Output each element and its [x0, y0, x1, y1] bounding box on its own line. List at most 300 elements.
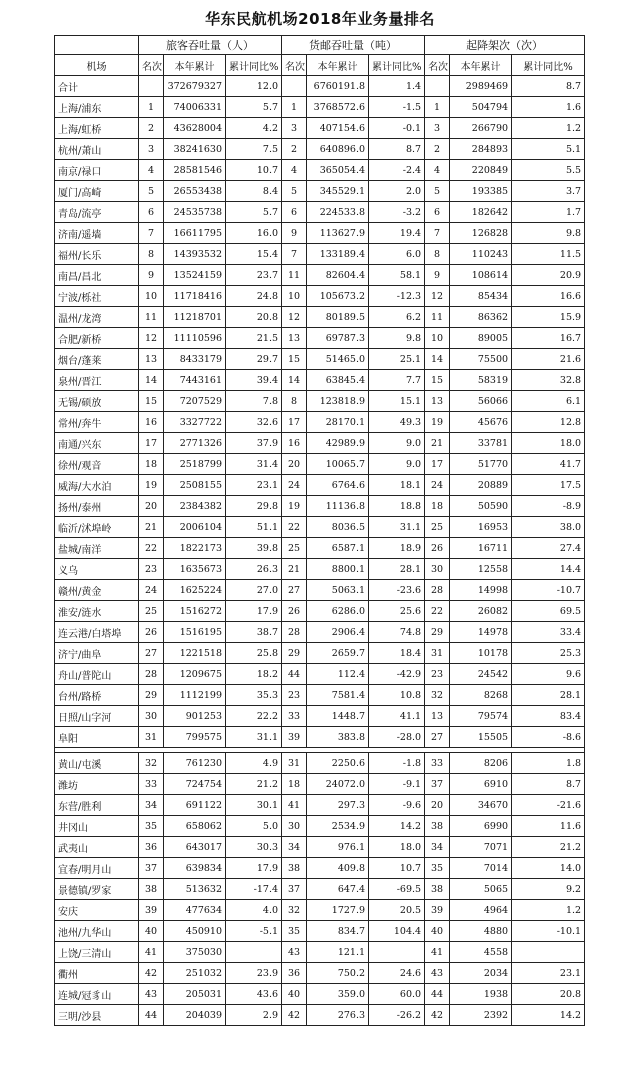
passenger-yoy: 20.8	[226, 307, 282, 328]
airport-name: 济南/遥墙	[55, 223, 139, 244]
movement-yoy: 15.9	[512, 307, 585, 328]
cargo-yoy: 25.6	[369, 601, 425, 622]
movement-yoy: 28.1	[512, 685, 585, 706]
cargo-cumulative: 2906.4	[307, 622, 369, 643]
table-row	[55, 837, 585, 858]
airport-name: 井冈山	[55, 816, 139, 837]
movement-rank: 15	[425, 370, 450, 391]
movement-rank: 19	[425, 412, 450, 433]
movement-rank: 33	[425, 753, 450, 774]
cargo-cumulative: 69787.3	[307, 328, 369, 349]
cargo-rank: 22	[282, 517, 307, 538]
table-row	[55, 963, 585, 984]
cargo-yoy: 60.0	[369, 984, 425, 1005]
passenger-yoy: 23.7	[226, 265, 282, 286]
header-row-groups	[55, 36, 585, 55]
airport-name: 临沂/沭埠岭	[55, 517, 139, 538]
passenger-cumulative: 1822173	[164, 538, 226, 559]
passenger-yoy: 31.4	[226, 454, 282, 475]
cargo-cumulative: 10065.7	[307, 454, 369, 475]
movement-yoy: 32.8	[512, 370, 585, 391]
movement-yoy	[512, 942, 585, 963]
movement-yoy: 12.8	[512, 412, 585, 433]
table-row	[55, 307, 585, 328]
cargo-yoy: 1.4	[369, 76, 425, 97]
cargo-cumulative: 42989.9	[307, 433, 369, 454]
passenger-cumulative: 2518799	[164, 454, 226, 475]
passenger-rank: 25	[139, 601, 164, 622]
cargo-cumulative: 407154.6	[307, 118, 369, 139]
movement-cumulative: 7071	[450, 837, 512, 858]
cargo-yoy: 19.4	[369, 223, 425, 244]
movement-cumulative: 110243	[450, 244, 512, 265]
header-passenger-cumulative: 本年累计	[164, 55, 226, 76]
cargo-rank: 24	[282, 475, 307, 496]
table-row	[55, 622, 585, 643]
passenger-cumulative: 639834	[164, 858, 226, 879]
movement-yoy: 83.4	[512, 706, 585, 727]
airport-name: 连城/冠豸山	[55, 984, 139, 1005]
movement-cumulative: 34670	[450, 795, 512, 816]
passenger-yoy: 8.4	[226, 181, 282, 202]
movement-cumulative: 20889	[450, 475, 512, 496]
movement-cumulative: 2989469	[450, 76, 512, 97]
movement-yoy: 38.0	[512, 517, 585, 538]
cargo-cumulative: 750.2	[307, 963, 369, 984]
table-row	[55, 160, 585, 181]
table-row	[55, 370, 585, 391]
cargo-cumulative: 51465.0	[307, 349, 369, 370]
passenger-yoy: 5.7	[226, 97, 282, 118]
cargo-cumulative: 647.4	[307, 879, 369, 900]
header-passenger-rank: 名次	[139, 55, 164, 76]
movement-rank: 37	[425, 774, 450, 795]
cargo-cumulative: 409.8	[307, 858, 369, 879]
movement-rank: 44	[425, 984, 450, 1005]
passenger-yoy: -17.4	[226, 879, 282, 900]
movement-yoy: 11.6	[512, 816, 585, 837]
movement-rank: 21	[425, 433, 450, 454]
passenger-cumulative: 1221518	[164, 643, 226, 664]
passenger-yoy: 10.7	[226, 160, 282, 181]
movement-cumulative: 6990	[450, 816, 512, 837]
passenger-yoy: 7.5	[226, 139, 282, 160]
movement-cumulative: 1938	[450, 984, 512, 1005]
airport-name: 义乌	[55, 559, 139, 580]
passenger-rank: 8	[139, 244, 164, 265]
passenger-yoy: 31.1	[226, 727, 282, 748]
cargo-rank: 40	[282, 984, 307, 1005]
airport-name: 武夷山	[55, 837, 139, 858]
passenger-yoy	[226, 942, 282, 963]
passenger-rank: 24	[139, 580, 164, 601]
passenger-rank: 40	[139, 921, 164, 942]
airport-name: 连云港/白塔埠	[55, 622, 139, 643]
cargo-cumulative: 2250.6	[307, 753, 369, 774]
cargo-rank: 36	[282, 963, 307, 984]
passenger-yoy: 21.2	[226, 774, 282, 795]
movement-yoy: 18.0	[512, 433, 585, 454]
passenger-cumulative: 761230	[164, 753, 226, 774]
airport-name: 赣州/黄金	[55, 580, 139, 601]
movement-rank: 13	[425, 391, 450, 412]
movement-cumulative: 193385	[450, 181, 512, 202]
movement-rank: 20	[425, 795, 450, 816]
cargo-yoy: 18.4	[369, 643, 425, 664]
cargo-rank: 11	[282, 265, 307, 286]
airport-name: 烟台/蓬莱	[55, 349, 139, 370]
cargo-yoy: -9.6	[369, 795, 425, 816]
movement-yoy: 69.5	[512, 601, 585, 622]
airport-name: 南通/兴东	[55, 433, 139, 454]
cargo-cumulative: 297.3	[307, 795, 369, 816]
passenger-yoy: 5.0	[226, 816, 282, 837]
airport-name: 黄山/屯溪	[55, 753, 139, 774]
header-movement-rank: 名次	[425, 55, 450, 76]
airport-name: 南昌/昌北	[55, 265, 139, 286]
passenger-cumulative: 43628004	[164, 118, 226, 139]
movement-yoy: 23.1	[512, 963, 585, 984]
passenger-cumulative: 24535738	[164, 202, 226, 223]
airport-name: 安庆	[55, 900, 139, 921]
table-row	[55, 244, 585, 265]
cargo-yoy: -1.8	[369, 753, 425, 774]
passenger-rank: 28	[139, 664, 164, 685]
passenger-yoy: 23.9	[226, 963, 282, 984]
passenger-rank: 9	[139, 265, 164, 286]
table-row	[55, 900, 585, 921]
header-cargo-cumulative: 本年累计	[307, 55, 369, 76]
cargo-yoy: -23.6	[369, 580, 425, 601]
movement-yoy: 5.5	[512, 160, 585, 181]
movement-cumulative: 51770	[450, 454, 512, 475]
cargo-yoy: 7.7	[369, 370, 425, 391]
movement-yoy: 14.2	[512, 1005, 585, 1026]
airport-name: 徐州/观音	[55, 454, 139, 475]
movement-rank: 18	[425, 496, 450, 517]
passenger-yoy: 51.1	[226, 517, 282, 538]
movement-yoy: 21.2	[512, 837, 585, 858]
airport-name: 宜春/明月山	[55, 858, 139, 879]
passenger-yoy: 38.7	[226, 622, 282, 643]
airport-name: 景德镇/罗家	[55, 879, 139, 900]
table-row	[55, 475, 585, 496]
table-row	[55, 433, 585, 454]
table-row	[55, 391, 585, 412]
passenger-cumulative: 11110596	[164, 328, 226, 349]
airport-name: 阜阳	[55, 727, 139, 748]
airport-name: 南京/禄口	[55, 160, 139, 181]
passenger-cumulative: 2508155	[164, 475, 226, 496]
passenger-cumulative: 2384382	[164, 496, 226, 517]
movement-yoy: 11.5	[512, 244, 585, 265]
movement-rank: 1	[425, 97, 450, 118]
passenger-cumulative: 643017	[164, 837, 226, 858]
airport-name: 三明/沙县	[55, 1005, 139, 1026]
movement-cumulative: 14998	[450, 580, 512, 601]
cargo-rank: 30	[282, 816, 307, 837]
movement-cumulative: 108614	[450, 265, 512, 286]
passenger-cumulative: 477634	[164, 900, 226, 921]
movement-rank: 2	[425, 139, 450, 160]
passenger-yoy: 21.5	[226, 328, 282, 349]
passenger-cumulative: 724754	[164, 774, 226, 795]
table-row	[55, 496, 585, 517]
cargo-rank: 38	[282, 858, 307, 879]
movement-cumulative: 50590	[450, 496, 512, 517]
movement-cumulative: 45676	[450, 412, 512, 433]
passenger-rank: 43	[139, 984, 164, 1005]
movement-rank: 31	[425, 643, 450, 664]
passenger-rank: 39	[139, 900, 164, 921]
passenger-cumulative: 26553438	[164, 181, 226, 202]
passenger-yoy: 43.6	[226, 984, 282, 1005]
movement-yoy: 1.6	[512, 97, 585, 118]
movement-yoy: -10.1	[512, 921, 585, 942]
cargo-cumulative: 105673.2	[307, 286, 369, 307]
cargo-rank: 29	[282, 643, 307, 664]
passenger-cumulative: 7443161	[164, 370, 226, 391]
cargo-yoy: -12.3	[369, 286, 425, 307]
movement-cumulative: 15505	[450, 727, 512, 748]
airport-name: 扬州/泰州	[55, 496, 139, 517]
cargo-rank: 41	[282, 795, 307, 816]
passenger-yoy: 29.8	[226, 496, 282, 517]
cargo-cumulative: 5063.1	[307, 580, 369, 601]
passenger-rank: 37	[139, 858, 164, 879]
movement-cumulative: 5065	[450, 879, 512, 900]
header-passenger-group: 旅客吞吐量（人）	[139, 36, 282, 55]
cargo-rank: 34	[282, 837, 307, 858]
cargo-yoy: 9.0	[369, 454, 425, 475]
passenger-yoy: 4.0	[226, 900, 282, 921]
table-row	[55, 286, 585, 307]
cargo-cumulative: 2534.9	[307, 816, 369, 837]
cargo-rank: 6	[282, 202, 307, 223]
movement-yoy: 14.4	[512, 559, 585, 580]
movement-rank: 30	[425, 559, 450, 580]
cargo-rank: 35	[282, 921, 307, 942]
movement-yoy: 16.7	[512, 328, 585, 349]
passenger-cumulative: 658062	[164, 816, 226, 837]
table-row	[55, 984, 585, 1005]
movement-rank: 6	[425, 202, 450, 223]
movement-rank: 4	[425, 160, 450, 181]
movement-cumulative: 8206	[450, 753, 512, 774]
passenger-rank: 44	[139, 1005, 164, 1026]
cargo-cumulative: 121.1	[307, 942, 369, 963]
cargo-rank: 15	[282, 349, 307, 370]
movement-cumulative: 126828	[450, 223, 512, 244]
passenger-yoy: 4.9	[226, 753, 282, 774]
cargo-yoy: -69.5	[369, 879, 425, 900]
cargo-yoy: 18.1	[369, 475, 425, 496]
passenger-cumulative: 1516195	[164, 622, 226, 643]
passenger-cumulative: 1635673	[164, 559, 226, 580]
table-row	[55, 858, 585, 879]
movement-cumulative: 2034	[450, 963, 512, 984]
table-row	[55, 706, 585, 727]
passenger-rank: 13	[139, 349, 164, 370]
passenger-yoy: 30.3	[226, 837, 282, 858]
movement-cumulative: 33781	[450, 433, 512, 454]
cargo-yoy: -26.2	[369, 1005, 425, 1026]
cargo-rank: 21	[282, 559, 307, 580]
airport-name: 衢州	[55, 963, 139, 984]
movement-cumulative: 4964	[450, 900, 512, 921]
passenger-yoy: 17.9	[226, 858, 282, 879]
movement-rank: 43	[425, 963, 450, 984]
passenger-cumulative: 74006331	[164, 97, 226, 118]
cargo-cumulative: 24072.0	[307, 774, 369, 795]
cargo-cumulative: 8800.1	[307, 559, 369, 580]
passenger-rank: 4	[139, 160, 164, 181]
header-movement-cumulative: 本年累计	[450, 55, 512, 76]
total-row	[55, 76, 585, 97]
movement-cumulative: 85434	[450, 286, 512, 307]
passenger-yoy: 2.9	[226, 1005, 282, 1026]
cargo-cumulative: 365054.4	[307, 160, 369, 181]
passenger-yoy: 12.0	[226, 76, 282, 97]
passenger-cumulative: 3327722	[164, 412, 226, 433]
movement-cumulative: 14978	[450, 622, 512, 643]
passenger-rank: 11	[139, 307, 164, 328]
cargo-yoy: 18.0	[369, 837, 425, 858]
airport-name: 合肥/新桥	[55, 328, 139, 349]
movement-yoy: 1.2	[512, 118, 585, 139]
cargo-cumulative: 640896.0	[307, 139, 369, 160]
table-row	[55, 643, 585, 664]
cargo-yoy: 74.8	[369, 622, 425, 643]
cargo-cumulative: 112.4	[307, 664, 369, 685]
movement-cumulative: 10178	[450, 643, 512, 664]
movement-yoy: 21.6	[512, 349, 585, 370]
movement-yoy: 27.4	[512, 538, 585, 559]
movement-rank: 13	[425, 706, 450, 727]
header-movement-yoy: 累计同比%	[512, 55, 585, 76]
passenger-yoy: 37.9	[226, 433, 282, 454]
table-row	[55, 538, 585, 559]
movement-rank: 14	[425, 349, 450, 370]
header-row-columns	[55, 55, 585, 76]
table-row	[55, 559, 585, 580]
passenger-yoy: 7.8	[226, 391, 282, 412]
cargo-yoy: 15.1	[369, 391, 425, 412]
passenger-rank: 31	[139, 727, 164, 748]
cargo-rank: 20	[282, 454, 307, 475]
table-row	[55, 97, 585, 118]
passenger-rank: 41	[139, 942, 164, 963]
passenger-yoy: 27.0	[226, 580, 282, 601]
movement-rank: 11	[425, 307, 450, 328]
passenger-cumulative: 11218701	[164, 307, 226, 328]
movement-rank: 25	[425, 517, 450, 538]
passenger-rank: 36	[139, 837, 164, 858]
cargo-cumulative: 123818.9	[307, 391, 369, 412]
passenger-yoy: -5.1	[226, 921, 282, 942]
movement-rank: 27	[425, 727, 450, 748]
passenger-yoy: 23.1	[226, 475, 282, 496]
passenger-cumulative: 251032	[164, 963, 226, 984]
cargo-rank: 13	[282, 328, 307, 349]
cargo-rank: 10	[282, 286, 307, 307]
header-cargo-group: 货邮吞吐量（吨）	[282, 36, 425, 55]
passenger-yoy: 39.8	[226, 538, 282, 559]
movement-rank: 35	[425, 858, 450, 879]
passenger-cumulative: 1209675	[164, 664, 226, 685]
passenger-cumulative: 513632	[164, 879, 226, 900]
table-row	[55, 795, 585, 816]
cargo-yoy: 2.0	[369, 181, 425, 202]
cargo-yoy: 9.0	[369, 433, 425, 454]
cargo-cumulative: 6764.6	[307, 475, 369, 496]
passenger-rank: 17	[139, 433, 164, 454]
cargo-rank: 19	[282, 496, 307, 517]
passenger-cumulative: 799575	[164, 727, 226, 748]
passenger-yoy: 5.7	[226, 202, 282, 223]
cargo-cumulative: 2659.7	[307, 643, 369, 664]
cargo-yoy: -9.1	[369, 774, 425, 795]
cargo-cumulative: 834.7	[307, 921, 369, 942]
cargo-rank: 4	[282, 160, 307, 181]
table-row	[55, 265, 585, 286]
movement-yoy: 20.9	[512, 265, 585, 286]
passenger-rank: 10	[139, 286, 164, 307]
cargo-yoy: -1.5	[369, 97, 425, 118]
cargo-rank: 37	[282, 879, 307, 900]
cargo-rank: 43	[282, 942, 307, 963]
passenger-rank: 19	[139, 475, 164, 496]
cargo-cumulative: 7581.4	[307, 685, 369, 706]
table-row	[55, 118, 585, 139]
passenger-rank: 16	[139, 412, 164, 433]
airport-name: 上海/浦东	[55, 97, 139, 118]
airport-name: 池州/九华山	[55, 921, 139, 942]
passenger-yoy: 22.2	[226, 706, 282, 727]
movement-rank: 29	[425, 622, 450, 643]
table-row	[55, 942, 585, 963]
movement-rank: 12	[425, 286, 450, 307]
movement-yoy: -8.6	[512, 727, 585, 748]
movement-yoy: 1.2	[512, 900, 585, 921]
movement-yoy: 14.0	[512, 858, 585, 879]
movement-yoy: 8.7	[512, 774, 585, 795]
cargo-rank: 18	[282, 774, 307, 795]
cargo-cumulative: 133189.4	[307, 244, 369, 265]
movement-cumulative: 4880	[450, 921, 512, 942]
cargo-yoy: 58.1	[369, 265, 425, 286]
cargo-yoy: -42.9	[369, 664, 425, 685]
cargo-rank: 1	[282, 97, 307, 118]
movement-cumulative: 26082	[450, 601, 512, 622]
passenger-yoy: 25.8	[226, 643, 282, 664]
passenger-rank: 12	[139, 328, 164, 349]
cargo-cumulative: 359.0	[307, 984, 369, 1005]
cargo-cumulative: 6587.1	[307, 538, 369, 559]
movement-cumulative: 12558	[450, 559, 512, 580]
movement-cumulative: 220849	[450, 160, 512, 181]
cargo-yoy: 31.1	[369, 517, 425, 538]
movement-yoy: 25.3	[512, 643, 585, 664]
cargo-cumulative: 28170.1	[307, 412, 369, 433]
movement-yoy: 9.2	[512, 879, 585, 900]
movement-yoy: 8.7	[512, 76, 585, 97]
passenger-cumulative: 38241630	[164, 139, 226, 160]
passenger-yoy: 15.4	[226, 244, 282, 265]
cargo-yoy: 18.8	[369, 496, 425, 517]
airport-name: 泉州/晋江	[55, 370, 139, 391]
cargo-cumulative: 224533.8	[307, 202, 369, 223]
